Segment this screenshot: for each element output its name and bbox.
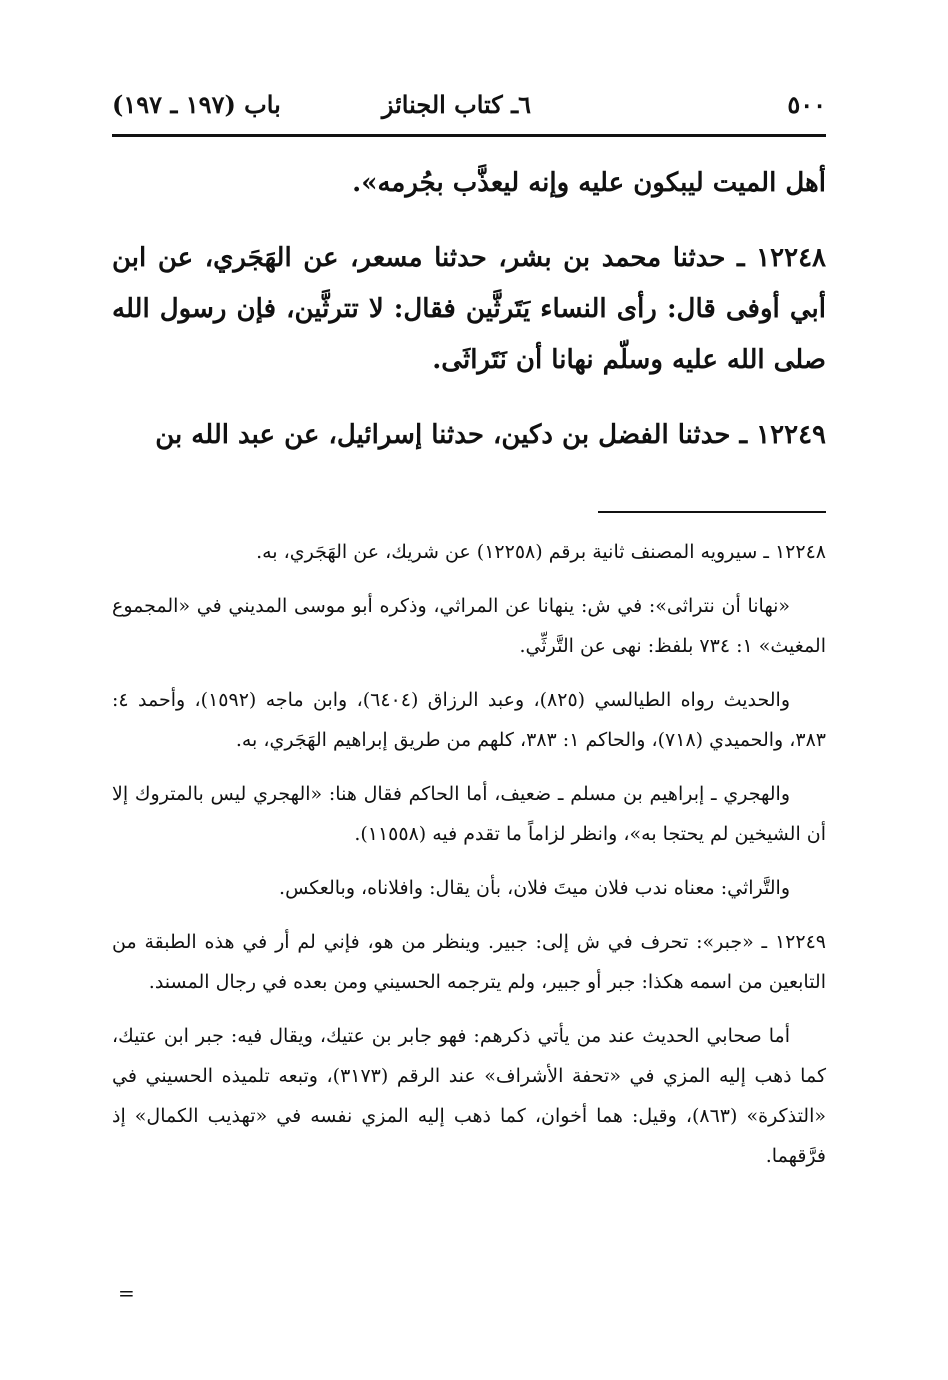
footnote-paragraph: والحديث رواه الطيالسي (٨٢٥)، وعبد الرزاق (٦٤٠٤)، وابن ماجه (١٥٩٢)، وأحمد ٤: ٣٨٣، والحميدي (٧١٨)، والحاكم ١: ٣٨٣، كلهم من طريق إبراهيم الهَجَري، به. [112,689,826,751]
page-number: ٥٠٠ [787,90,826,119]
footnote-12248: ١٢٢٤٨ ـ سيرويه المصنف ثانية برقم (١٢٢٥٨) عن شريك، عن الهَجَري، به. [256,541,826,563]
footnote-paragraph: «نهانا أن نتراثى»: في ش: ينهانا عن المراثي، وذكره أبو موسى المديني في «المجموع المغيث» ١: ٧٣٤ بلفظ: نهى عن التَّرثِّي. [112,595,826,657]
book-title: ٦ـ كتاب الجنائز [381,90,531,119]
page-header [112,86,826,126]
hadith-12249: ١٢٢٤٩ ـ حدثنا الفضل بن دكين، حدثنا إسرائيل، عن عبد الله بن [155,420,826,450]
footnotes [112,532,826,1190]
footnote-paragraph: والهجري ـ إبراهيم بن مسلم ـ ضعيف، أما الحاكم فقال هنا: «الهجري ليس بالمتروك إلا أن الشيخين لم يحتجا به»، وانظر لزاماً ما تقدم فيه (١١٥٥٨). [112,783,826,845]
header-divider [112,134,826,137]
main-text [112,158,826,461]
footnote-divider [598,511,826,513]
chapter-title: باب (١٩٧ ـ ١٩٧) [112,90,281,119]
continuation-marker: = [118,1281,135,1305]
hadith-12248: ١٢٢٤٨ ـ حدثنا محمد بن بشر، حدثنا مسعر، عن الهَجَري، عن ابن أبي أوفى قال: رأى النساء يَتَرثَّين فقال: لا تترثَّين، فإن رسول الله صلى الله عليه وسلّم نهانا أن نَتَراثَى. [112,243,826,375]
footnote-paragraph: والتَّراثي: معناه ندب فلان ميتَ فلان، بأن يقال: وافلاناه، وبالعكس. [279,877,790,899]
footnote-paragraph: أما صحابي الحديث عند من يأتي ذكرهم: فهو جابر بن عتيك، ويقال فيه: جبر ابن عتيك، كما ذهب إليه المزي في «تحفة الأشراف» عند الرقم (٣١٧٣)، وتبعه تلميذه الحسيني في «التذكرة» (٨٦٣)، وقيل: هما أخوان، كما ذهب إليه المزي نفسه في «تهذيب الكمال» إذ فرَّقهما. [112,1025,827,1167]
footnote-12249: ١٢٢٤٩ ـ «جبر»: تحرف في ش إلى: جبير. وينظر من هو، فإني لم أر في هذه الطبقة من التابعين من اسمه هكذا: جبر أو جبير، ولم يترجمه الحسيني ومن بعده في رجال المسند. [112,931,826,993]
main-paragraph: أهل الميت ليبكون عليه وإنه ليعذَّب بجُرمه». [352,168,826,198]
